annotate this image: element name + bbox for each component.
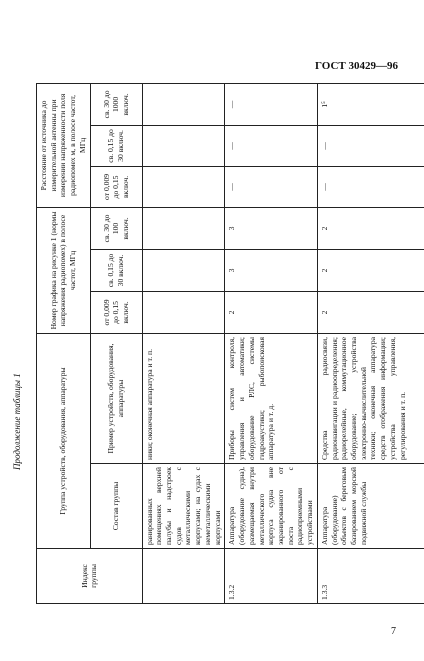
distance-value: — [317, 125, 424, 166]
col-header-freq-1: от 0,009 до 0,15 включ. [90, 291, 142, 333]
row-example: ники; оконечная аппаратура и т. п. [142, 333, 225, 463]
row-example: Средства радиосвязи, радионавигации и радиоопределения; радиорелейные, коммутационное оборудование; устройства электронно-вычислительной техники; оконечная аппаратура средств отображения информации; устройства управления, регулирования и т. п. [317, 333, 424, 463]
col-header-dist-freq-3: св. 30 до 1000 включ. [90, 83, 142, 125]
col-header-distance: Расстояние от источника до измерительной антенны при измерении напряженности поля радиопомех м, в полосе частот, МГц [37, 83, 91, 207]
row-composition: Аппаратура (оборудование судна), размещаемая внутри металлического корпуса судна вне экранированного от поста с радиоприемными устройствами [225, 464, 317, 549]
table-row [317, 83, 424, 603]
norm-value: 2 [317, 249, 424, 291]
col-header-dist-freq-1: от 0,009 до 0,15 включ. [90, 166, 142, 207]
col-header-freq-2: св. 0,15 до 30 включ. [90, 249, 142, 291]
table-row [142, 83, 225, 603]
page-number: 7 [391, 626, 396, 637]
row-index: 1.3.2 [225, 549, 317, 604]
norm-value: 3 [225, 207, 317, 249]
col-header-example: Пример устройств, оборудования, аппаратуры [90, 333, 142, 463]
table-row [225, 83, 317, 603]
col-header-dist-freq-2: св. 0,15 до 30 включ. [90, 125, 142, 166]
distance-value: — [225, 83, 317, 125]
distance-value: — [317, 166, 424, 207]
row-index: 1.3.3 [317, 549, 424, 604]
table-caption: Продолжение таблицы 1 [12, 373, 22, 470]
norm-value [142, 291, 225, 333]
row-composition: Аппаратура (оборудование) объектов с береговым базированием морской подвижной службы [317, 464, 424, 549]
row-composition: ранированных помещениях верхней палубы и надстроек судов с металлическими корпусами; на судах с неметаллическими корпусами [142, 464, 225, 549]
norm-value [142, 207, 225, 249]
distance-value [142, 83, 225, 125]
standard-number: ГОСТ 30429—96 [315, 60, 398, 72]
distance-value: 1⁵ [317, 83, 424, 125]
norm-value: 2 [317, 207, 424, 249]
col-header-index: Индекс группы [37, 549, 143, 604]
emission-norms-table [36, 83, 424, 604]
col-header-freq-3: св. 30 до 100 включ. [90, 207, 142, 249]
distance-value: — [225, 125, 317, 166]
row-example: Приборы систем контроля, управления и автоматики; оборудование РЛС, системы гидроакустики; рыбопоисковая аппаратура и т. д. [225, 333, 317, 463]
norm-value: 2 [225, 291, 317, 333]
col-header-norm-number: Номер графика на рисунке 1 (нормы напряжения радиопомех) в полосе частот, МГц [37, 207, 91, 333]
col-header-composition: Состав группы [90, 464, 142, 549]
norm-value: 3 [225, 249, 317, 291]
distance-value [142, 125, 225, 166]
row-index [142, 549, 225, 604]
norm-value: 2 [317, 291, 424, 333]
col-header-group: Группа устройств, оборудования, аппаратуры [37, 333, 91, 548]
rotated-table-container [36, 84, 407, 604]
distance-value [142, 166, 225, 207]
norm-value [142, 249, 225, 291]
distance-value: — [225, 166, 317, 207]
